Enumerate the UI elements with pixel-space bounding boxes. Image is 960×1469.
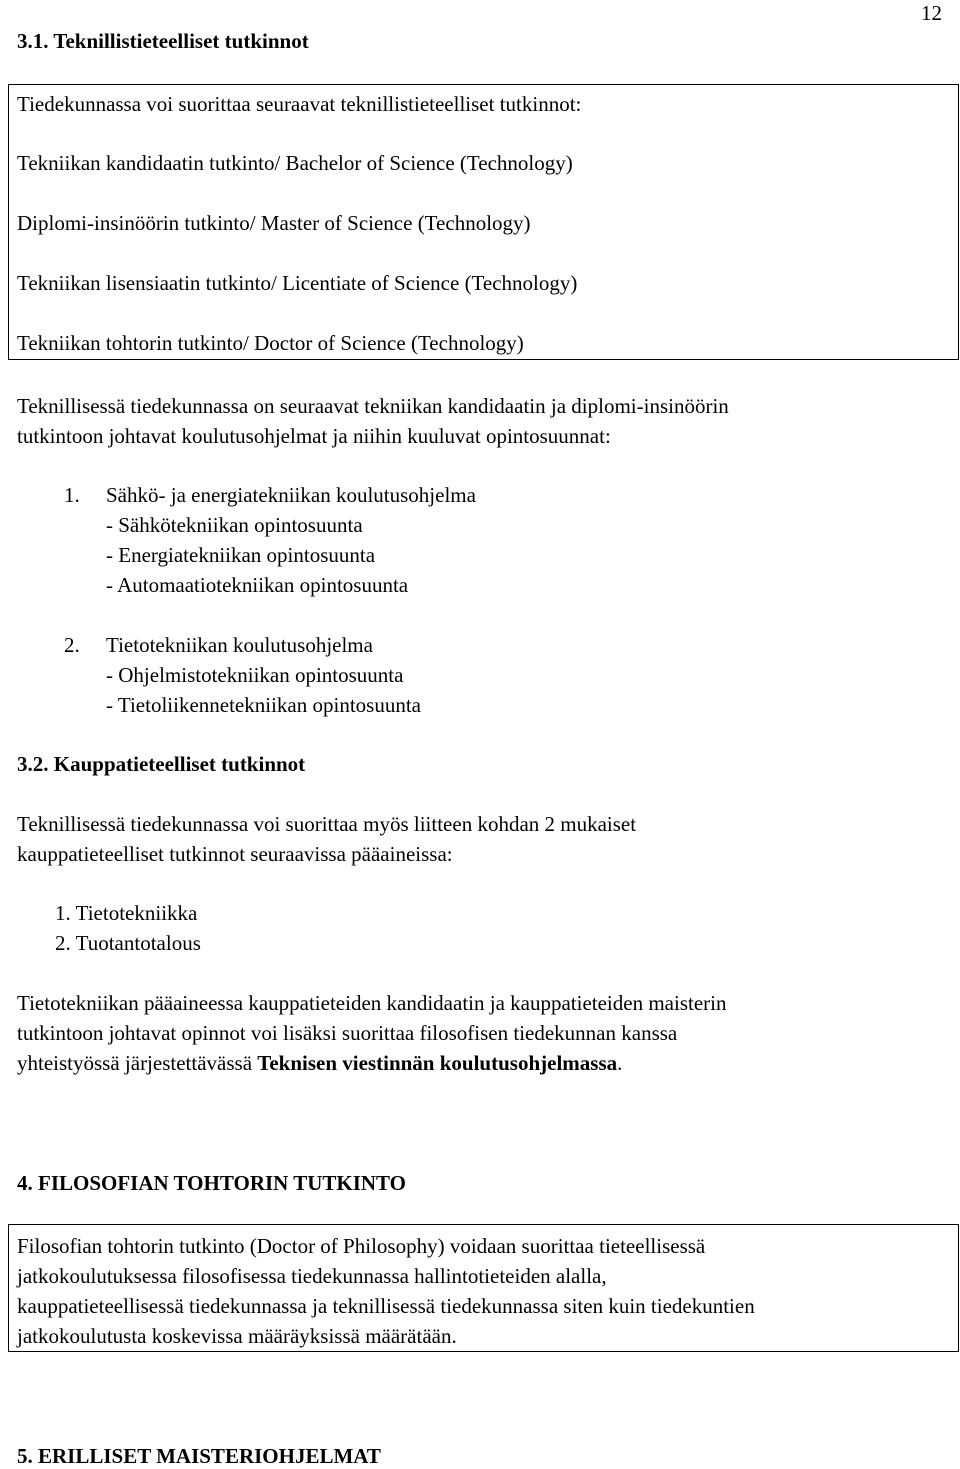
programme-track: - Tietoliikennetekniikan opintosuunta — [106, 693, 421, 717]
programme-track: - Sähkötekniikan opintosuunta — [106, 513, 363, 537]
section-3-2-heading: 3.2. Kauppatieteelliset tutkinnot — [17, 752, 306, 776]
paragraph-line: Teknillisessä tiedekunnassa voi suorittaa myös liitteen kohdan 2 mukaiset — [17, 812, 637, 836]
phd-box-line: jatkokoulutuksessa filosofisessa tiedekunnassa hallintotieteiden alalla, — [17, 1264, 607, 1288]
programme-number: 2. — [64, 633, 80, 657]
paragraph-line: Tietotekniikan pääaineessa kauppatieteiden kandidaatin ja kauppatieteiden maisterin — [17, 991, 727, 1015]
programme-track: - Automaatiotekniikan opintosuunta — [106, 573, 409, 597]
paragraph-line: tutkintoon johtavat koulutusohjelmat ja niihin kuuluvat opintosuunnat: — [17, 424, 611, 448]
paragraph-text: . — [617, 1051, 623, 1075]
programme-number: 1. — [64, 483, 80, 507]
paragraph-line: Teknillisessä tiedekunnassa on seuraavat tekniikan kandidaatin ja diplomi-insinöörin — [17, 394, 729, 418]
major-item: 1. Tietotekniikka — [55, 901, 198, 925]
major-item: 2. Tuotantotalous — [55, 931, 201, 955]
paragraph-line: kauppatieteelliset tutkinnot seuraavissa pääaineissa: — [17, 842, 453, 866]
phd-box-line: jatkokoulutusta koskevissa määräyksissä määrätään. — [17, 1324, 457, 1348]
programme-title: Sähkö- ja energiatekniikan koulutusohjelma — [106, 483, 476, 507]
degree-item: Tekniikan tohtorin tutkinto/ Doctor of Science (Technology) — [17, 331, 524, 355]
phd-box-line: kauppatieteellisessä tiedekunnassa ja teknillisessä tiedekunnassa siten kuin tiedekuntien — [17, 1294, 755, 1318]
degree-item: Diplomi-insinöörin tutkinto/ Master of Science (Technology) — [17, 211, 531, 235]
paragraph-text: yhteistyössä järjestettävässä — [17, 1051, 258, 1075]
degree-item: Tekniikan kandidaatin tutkinto/ Bachelor of Science (Technology) — [17, 151, 573, 175]
paragraph-line-mixed — [17, 1053, 622, 1074]
degree-item: Tekniikan lisensiaatin tutkinto/ Licentiate of Science (Technology) — [17, 271, 578, 295]
programme-title: Tietotekniikan koulutusohjelma — [106, 633, 373, 657]
section-4-heading: 4. FILOSOFIAN TOHTORIN TUTKINTO — [17, 1171, 407, 1195]
page-number: 12 — [921, 1, 942, 25]
section-3-1-heading: 3.1. Teknillistieteelliset tutkinnot — [17, 29, 309, 53]
phd-box-line: Filosofian tohtorin tutkinto (Doctor of Philosophy) voidaan suorittaa tieteellisessä — [17, 1234, 706, 1258]
programme-track: - Ohjelmistotekniikan opintosuunta — [106, 663, 404, 687]
programme-track: - Energiatekniikan opintosuunta — [106, 543, 376, 567]
paragraph-line: tutkintoon johtavat opinnot voi lisäksi suorittaa filosofisen tiedekunnan kanssa — [17, 1021, 678, 1045]
section-5-heading: 5. ERILLISET MAISTERIOHJELMAT — [17, 1444, 381, 1468]
programme-name-bold: Teknisen viestinnän koulutusohjelmassa — [257, 1051, 618, 1075]
degrees-box-intro: Tiedekunnassa voi suorittaa seuraavat teknillistieteelliset tutkinnot: — [17, 92, 582, 116]
